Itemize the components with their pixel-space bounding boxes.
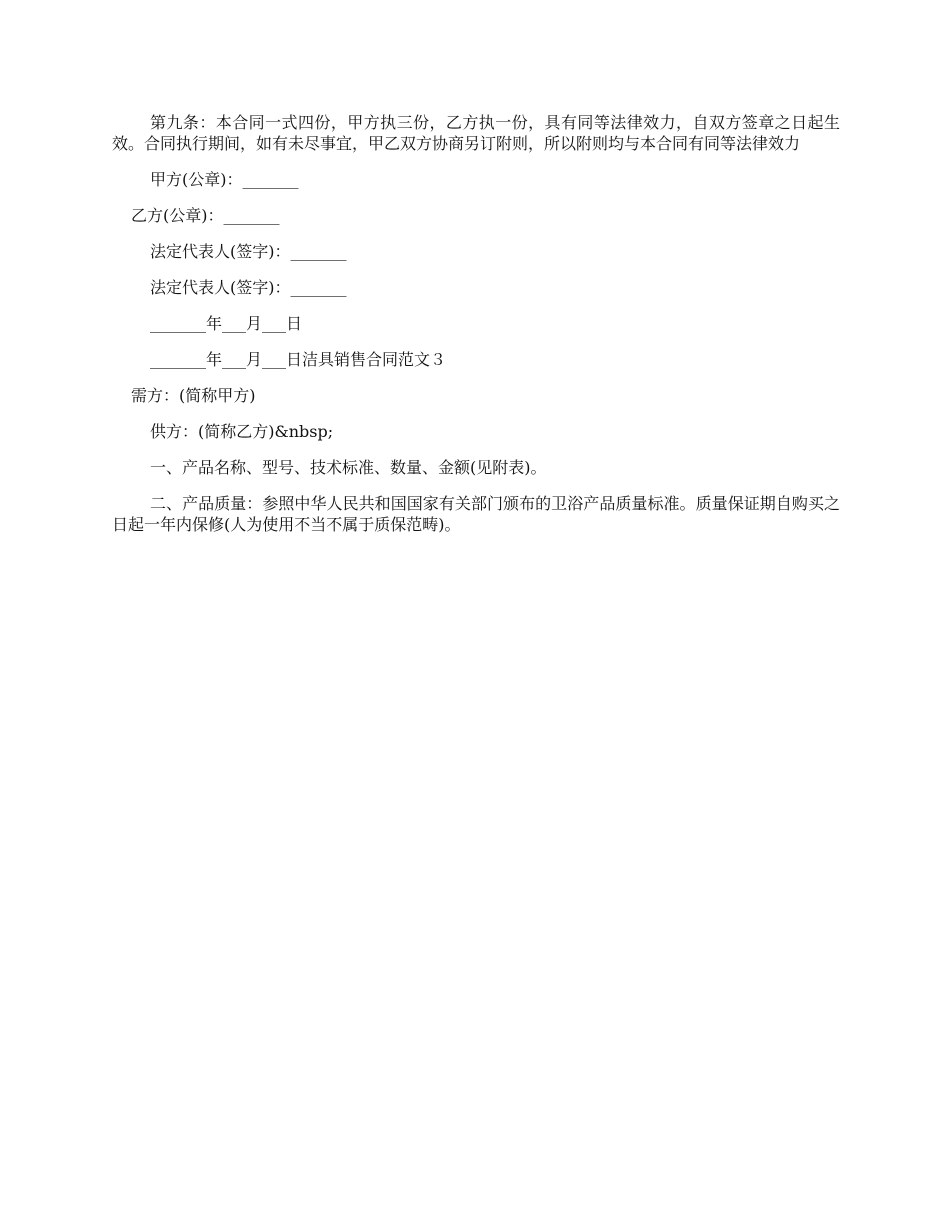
party-a-seal-line: 甲方(公章)：_______ <box>150 170 299 189</box>
date-line: _______年___月___日 <box>150 314 303 333</box>
article-nine-paragraph: 第九条：本合同一式四份，甲方执三份，乙方执一份，具有同等法律效力，自双方签章之日起生效。合同执行期间，如有未尽事宜，甲乙双方协商另订附则，所以附则均与本合同有同等法律效力 <box>112 113 840 153</box>
clause-one-paragraph: 一、产品名称、型号、技术标准、数量、金额(见附表)。 <box>150 458 547 477</box>
clause-two-paragraph: 二、产品质量：参照中华人民共和国国家有关部门颁布的卫浴产品质量标准。质量保证期自购买之日起一年内保修(人为使用不当不属于质保范畴)。 <box>112 494 840 534</box>
party-b-seal-line: 乙方(公章)：_______ <box>131 206 280 225</box>
legal-rep-signature-line-b: 法定代表人(签字)：_______ <box>150 278 347 297</box>
document-page <box>112 112 840 535</box>
legal-rep-signature-line-a: 法定代表人(签字)：_______ <box>150 242 347 261</box>
date-line-with-heading: _______年___月___日洁具销售合同范文３ <box>150 350 447 369</box>
buyer-line: 需方：(简称甲方) <box>131 386 256 405</box>
supplier-line: 供方：(简称乙方)&nbsp; <box>150 422 334 441</box>
